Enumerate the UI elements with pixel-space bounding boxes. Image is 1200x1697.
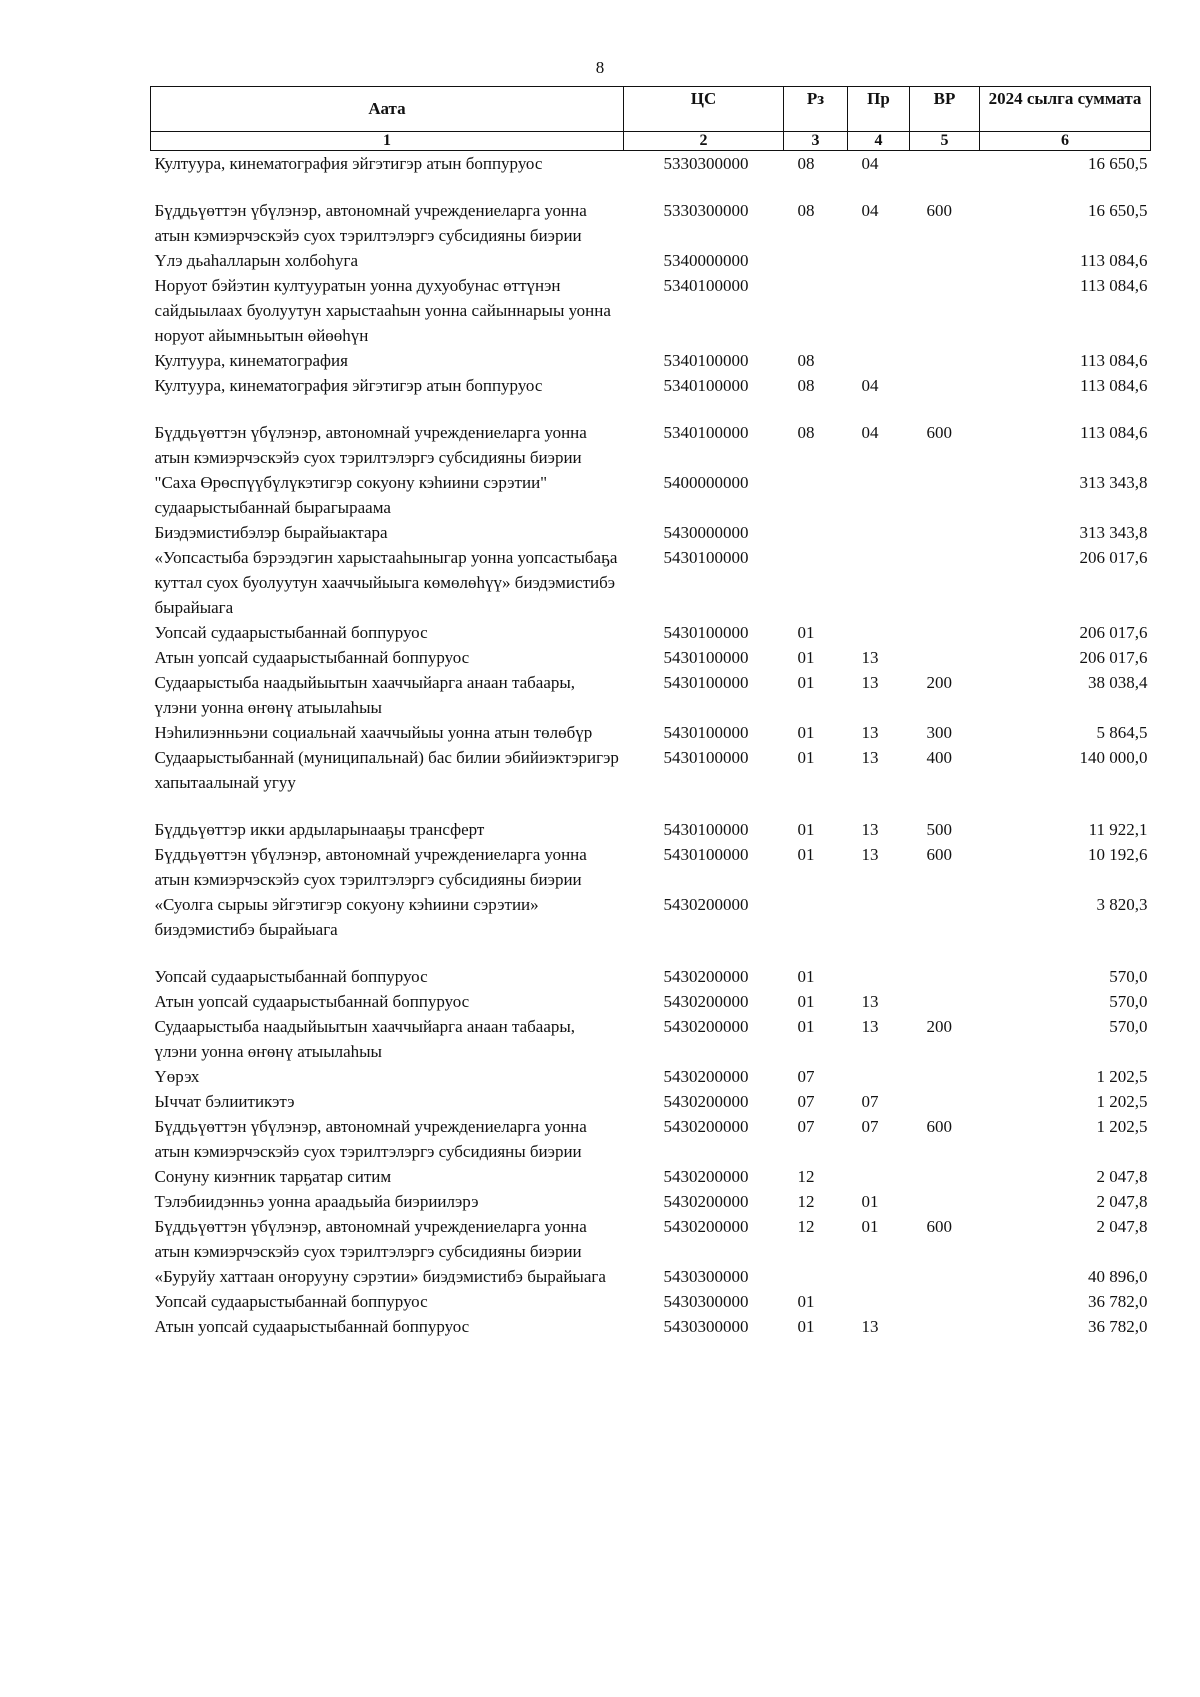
table-row — [151, 1064, 1151, 1089]
cell-sum: 1 202,5 — [1096, 1117, 1148, 1136]
cell-pr: 01 — [861, 1217, 879, 1236]
cell-name: Бүддьүөттэн үбүлэнэр, автономнай учреждениеларга уонна атын кэмиэрчэскэйэ суох тэрилтэлэргэ субсидияны биэрии — [154, 1117, 587, 1161]
cell-sum: 11 922,1 — [1088, 820, 1148, 839]
cell-pr: 13 — [861, 1317, 879, 1336]
cell-name: Култуура, кинематография эйгэтигэр атын боппуруос — [154, 154, 543, 173]
cell-vr — [910, 151, 980, 177]
cell-name: Үлэ дьаһалларын холбоһуга — [154, 251, 359, 270]
cell-cs: 5430100000 — [663, 648, 749, 667]
cell-name: Бүддьүөттэн үбүлэнэр, автономнай учреждениеларга уонна атын кэмиэрчэскэйэ суох тэрилтэлэргэ субсидияны биэрии — [154, 423, 587, 467]
cell-vr — [910, 620, 980, 645]
cell-rz: 08 — [797, 376, 815, 395]
cell-name: Култуура, кинематография — [154, 351, 348, 370]
table-row — [151, 964, 1151, 989]
cell-sum: 2 047,8 — [1096, 1192, 1148, 1211]
cell-sum: 40 896,0 — [1088, 1267, 1148, 1286]
cell-pr — [848, 1289, 910, 1314]
header-cs: ЦС — [624, 87, 784, 132]
cell-sum: 5 864,5 — [1096, 723, 1148, 742]
cell-vr — [910, 348, 980, 373]
cell-rz — [784, 892, 848, 942]
cell-cs: 5430200000 — [663, 1017, 749, 1036]
cell-cs: 5430100000 — [663, 623, 749, 642]
cell-name: Нэһилиэнньэни социальнай хааччыйыы уонна атын төлөбүр — [154, 723, 593, 742]
cell-rz: 08 — [797, 423, 815, 442]
cell-vr — [910, 1164, 980, 1189]
cell-vr: 600 — [926, 423, 952, 442]
cell-sum: 113 084,6 — [1080, 276, 1148, 295]
cell-pr — [848, 964, 910, 989]
cell-vr — [910, 964, 980, 989]
table-row — [151, 1314, 1151, 1339]
cell-cs: 5340100000 — [663, 276, 749, 295]
cell-name: Ыччат бэлиитикэтэ — [154, 1092, 295, 1111]
cell-sum: 570,0 — [1109, 992, 1148, 1011]
table-body — [151, 151, 1151, 1340]
cell-vr — [910, 520, 980, 545]
cell-pr: 13 — [861, 845, 879, 864]
cell-vr — [910, 470, 980, 520]
spacer-row — [151, 795, 1151, 817]
cell-sum: 206 017,6 — [1079, 648, 1148, 667]
cell-vr: 600 — [926, 201, 952, 220]
cell-vr: 600 — [926, 1217, 952, 1236]
cell-cs: 5430100000 — [663, 673, 749, 692]
cell-name: Бүддьүөттэн үбүлэнэр, автономнай учреждениеларга уонна атын кэмиэрчэскэйэ суох тэрилтэлэргэ субсидияны биэрии — [154, 201, 587, 245]
table-row — [151, 348, 1151, 373]
budget-table — [150, 86, 1151, 1339]
cell-pr: 13 — [861, 1017, 879, 1036]
cell-sum: 10 192,6 — [1088, 845, 1148, 864]
cell-pr — [848, 273, 910, 348]
cell-cs: 5430300000 — [663, 1292, 749, 1311]
cell-sum: 1 202,5 — [1096, 1067, 1148, 1086]
cell-rz: 08 — [797, 154, 815, 173]
cell-rz: 01 — [797, 992, 815, 1011]
cell-pr — [848, 248, 910, 273]
header-name: Аата — [151, 87, 624, 132]
cell-rz: 01 — [797, 723, 815, 742]
table-row — [151, 645, 1151, 670]
table-row — [151, 151, 1151, 177]
cell-rz: 08 — [797, 351, 815, 370]
cell-pr: 13 — [861, 673, 879, 692]
cell-vr: 600 — [926, 1117, 952, 1136]
cell-sum: 206 017,6 — [1079, 623, 1148, 642]
header-number: 3 — [784, 132, 848, 151]
cell-vr — [910, 1314, 980, 1339]
cell-name: Атын уопсай судаарыстыбаннай боппуруос — [154, 648, 470, 667]
cell-rz: 07 — [797, 1067, 815, 1086]
cell-rz: 01 — [797, 967, 815, 986]
cell-rz: 01 — [797, 1017, 815, 1036]
table-row — [151, 1014, 1151, 1064]
header-number-row — [151, 132, 1151, 151]
cell-vr — [910, 989, 980, 1014]
cell-name: Үөрэх — [154, 1067, 200, 1086]
cell-vr: 600 — [926, 845, 952, 864]
cell-sum: 16 650,5 — [1088, 154, 1148, 173]
header-number: 4 — [848, 132, 910, 151]
cell-vr — [910, 273, 980, 348]
table-row — [151, 545, 1151, 620]
cell-vr — [910, 1189, 980, 1214]
table-row — [151, 720, 1151, 745]
cell-cs: 5340100000 — [663, 351, 749, 370]
cell-cs: 5430100000 — [663, 845, 749, 864]
header-number: 1 — [151, 132, 624, 151]
cell-cs: 5430100000 — [663, 548, 749, 567]
cell-sum: 113 084,6 — [1080, 251, 1148, 270]
cell-name: Судаарыстыбаннай (муниципальнай) бас билии эбийиэктэригэр хапытаалынай угуу — [154, 748, 619, 792]
cell-vr: 400 — [926, 748, 952, 767]
cell-pr: 04 — [861, 201, 879, 220]
cell-rz — [784, 273, 848, 348]
cell-pr: 13 — [861, 820, 879, 839]
cell-name: Уопсай судаарыстыбаннай боппуруос — [154, 1292, 428, 1311]
table-row — [151, 273, 1151, 348]
table-row — [151, 989, 1151, 1014]
cell-pr — [848, 1264, 910, 1289]
cell-vr — [910, 1264, 980, 1289]
cell-rz: 01 — [797, 623, 815, 642]
cell-rz: 01 — [797, 748, 815, 767]
header-vr: ВР — [910, 87, 980, 132]
cell-pr: 07 — [861, 1117, 879, 1136]
table-row — [151, 470, 1151, 520]
cell-rz — [784, 470, 848, 520]
header-number: 5 — [910, 132, 980, 151]
cell-vr — [910, 248, 980, 273]
table-row — [151, 248, 1151, 273]
cell-rz: 01 — [797, 1317, 815, 1336]
cell-rz: 12 — [797, 1217, 815, 1236]
header-rz: Рз — [784, 87, 848, 132]
cell-pr: 01 — [861, 1192, 879, 1211]
cell-vr — [910, 373, 980, 398]
cell-cs: 5430300000 — [663, 1317, 749, 1336]
cell-pr — [848, 520, 910, 545]
header-pr: Пр — [848, 87, 910, 132]
cell-vr — [910, 645, 980, 670]
cell-cs: 5430200000 — [663, 1092, 749, 1111]
cell-pr: 13 — [861, 648, 879, 667]
cell-rz: 01 — [797, 673, 815, 692]
cell-rz: 01 — [797, 820, 815, 839]
table-row — [151, 1214, 1151, 1264]
cell-cs: 5400000000 — [663, 473, 749, 492]
cell-name: Норуот бэйэтин култууратын уонна духуобунас өттүнэн сайдыылаах буолуутун харыстааһын уонна сайыннарыы уонна норуот айымньытын өйөөһүн — [154, 276, 611, 345]
header-number: 2 — [624, 132, 784, 151]
cell-cs: 5430100000 — [663, 820, 749, 839]
cell-vr — [910, 892, 980, 942]
cell-cs: 5340100000 — [663, 376, 749, 395]
cell-pr: 07 — [861, 1092, 879, 1111]
cell-sum: 36 782,0 — [1088, 1317, 1148, 1336]
cell-cs: 5430100000 — [663, 723, 749, 742]
header-number: 6 — [980, 132, 1151, 151]
cell-cs: 5430300000 — [663, 1267, 749, 1286]
cell-sum: 16 650,5 — [1088, 201, 1148, 220]
cell-vr — [910, 545, 980, 620]
cell-pr — [848, 470, 910, 520]
cell-pr: 04 — [861, 423, 879, 442]
cell-sum: 313 343,8 — [1079, 523, 1148, 542]
cell-vr: 500 — [926, 820, 952, 839]
table-row — [151, 892, 1151, 942]
cell-sum: 38 038,4 — [1088, 673, 1148, 692]
cell-name: Бүддьүөттэр икки ардыларынааҕы трансферт — [154, 820, 485, 839]
cell-pr: 04 — [861, 154, 879, 173]
table-row — [151, 1089, 1151, 1114]
cell-rz — [784, 520, 848, 545]
cell-cs: 5430000000 — [663, 523, 749, 542]
cell-pr — [848, 545, 910, 620]
cell-cs: 5430200000 — [663, 992, 749, 1011]
cell-sum: 36 782,0 — [1088, 1292, 1148, 1311]
cell-pr — [848, 892, 910, 942]
cell-rz — [784, 1264, 848, 1289]
cell-sum: 570,0 — [1109, 967, 1148, 986]
cell-sum: 113 084,6 — [1080, 423, 1148, 442]
cell-rz: 07 — [797, 1092, 815, 1111]
cell-name: Судаарыстыба наадыйыытын хааччыйарга анаан табаары, үлэни уонна өҥөнү атыылаһыы — [154, 673, 576, 717]
table-row — [151, 373, 1151, 398]
table-row — [151, 670, 1151, 720]
table-row — [151, 420, 1151, 470]
cell-rz: 01 — [797, 648, 815, 667]
cell-sum: 3 820,3 — [1096, 895, 1148, 914]
cell-sum: 313 343,8 — [1079, 473, 1148, 492]
table-row — [151, 1114, 1151, 1164]
cell-vr: 300 — [926, 723, 952, 742]
cell-pr — [848, 1064, 910, 1089]
cell-cs: 5430200000 — [663, 967, 749, 986]
cell-name: "Саха Өрөспүүбүлүкэтигэр сокуону кэһиини сэрэтии" судаарыстыбаннай бырагыраама — [154, 473, 548, 517]
cell-name: Атын уопсай судаарыстыбаннай боппуруос — [154, 1317, 470, 1336]
cell-rz: 08 — [797, 201, 815, 220]
cell-name: Уопсай судаарыстыбаннай боппуруос — [154, 623, 428, 642]
cell-rz: 01 — [797, 845, 815, 864]
cell-name: Бүддьүөттэн үбүлэнэр, автономнай учреждениеларга уонна атын кэмиэрчэскэйэ суох тэрилтэлэргэ субсидияны биэрии — [154, 1217, 587, 1261]
cell-cs: 5330300000 — [663, 154, 749, 173]
table-row — [151, 520, 1151, 545]
cell-rz: 01 — [797, 1292, 815, 1311]
cell-sum: 570,0 — [1109, 1017, 1148, 1036]
spacer-row — [151, 398, 1151, 420]
cell-pr — [848, 1164, 910, 1189]
table-row — [151, 817, 1151, 842]
cell-sum: 2 047,8 — [1096, 1167, 1148, 1186]
cell-name: Атын уопсай судаарыстыбаннай боппуруос — [154, 992, 470, 1011]
cell-cs: 5430200000 — [663, 1117, 749, 1136]
cell-cs: 5340100000 — [663, 423, 749, 442]
cell-sum: 140 000,0 — [1079, 748, 1148, 767]
cell-vr — [910, 1089, 980, 1114]
cell-pr: 13 — [861, 992, 879, 1011]
table-row — [151, 842, 1151, 892]
cell-cs: 5430200000 — [663, 1192, 749, 1211]
table-row — [151, 1164, 1151, 1189]
table-row — [151, 745, 1151, 795]
cell-pr — [848, 348, 910, 373]
cell-sum: 1 202,5 — [1096, 1092, 1148, 1111]
header-row — [151, 87, 1151, 132]
cell-vr — [910, 1064, 980, 1089]
header-sum: 2024 сылга суммата — [980, 87, 1151, 132]
cell-cs: 5430200000 — [663, 1217, 749, 1236]
cell-vr: 200 — [926, 673, 952, 692]
cell-pr: 13 — [861, 748, 879, 767]
cell-name: «Суолга сырыы эйгэтигэр сокуону кэһиини сэрэтии» биэдэмистибэ бырайыага — [154, 895, 539, 939]
cell-cs: 5330300000 — [663, 201, 749, 220]
cell-sum: 2 047,8 — [1096, 1217, 1148, 1236]
cell-pr — [848, 620, 910, 645]
table-row — [151, 198, 1151, 248]
cell-name: Бүддьүөттэн үбүлэнэр, автономнай учреждениеларга уонна атын кэмиэрчэскэйэ суох тэрилтэлэргэ субсидияны биэрии — [154, 845, 587, 889]
cell-cs: 5430200000 — [663, 1067, 749, 1086]
cell-vr: 200 — [926, 1017, 952, 1036]
cell-pr: 04 — [861, 376, 879, 395]
cell-sum: 113 084,6 — [1080, 376, 1148, 395]
cell-name: «Буруйу хаттаан оҥорууну сэрэтии» биэдэмистибэ бырайыага — [154, 1267, 606, 1286]
cell-rz — [784, 545, 848, 620]
cell-sum: 113 084,6 — [1080, 351, 1148, 370]
cell-rz: 12 — [797, 1167, 815, 1186]
cell-name: «Уопсастыба бэрээдэгин харыстааһыныгар уонна уопсастыбаҕа куттал суох буолуутун хааччыйыыга көмөлөһүү» биэдэмистибэ бырайыага — [154, 548, 618, 617]
cell-vr — [910, 1289, 980, 1314]
table-row — [151, 620, 1151, 645]
cell-cs: 5340000000 — [663, 251, 749, 270]
cell-rz: 07 — [797, 1117, 815, 1136]
cell-rz: 12 — [797, 1192, 815, 1211]
spacer-row — [151, 176, 1151, 198]
cell-name: Судаарыстыба наадыйыытын хааччыйарга анаан табаары, үлэни уонна өҥөнү атыылаһыы — [154, 1017, 576, 1061]
table-row — [151, 1289, 1151, 1314]
cell-sum: 206 017,6 — [1079, 548, 1148, 567]
cell-name: Биэдэмистибэлэр бырайыактара — [154, 523, 388, 542]
cell-rz — [784, 248, 848, 273]
cell-name: Уопсай судаарыстыбаннай боппуруос — [154, 967, 428, 986]
cell-cs: 5430100000 — [663, 748, 749, 767]
cell-name: Тэлэбиидэнньэ уонна араадьыйа биэриилэрэ — [154, 1192, 479, 1211]
cell-name: Сонуну киэҥник тарҕатар ситим — [154, 1167, 392, 1186]
page-number: 8 — [595, 58, 605, 77]
spacer-row — [151, 942, 1151, 964]
cell-name: Култуура, кинематография эйгэтигэр атын боппуруос — [154, 376, 543, 395]
cell-cs: 5430200000 — [663, 895, 749, 914]
cell-pr: 13 — [861, 723, 879, 742]
cell-cs: 5430200000 — [663, 1167, 749, 1186]
table-row — [151, 1264, 1151, 1289]
table-row — [151, 1189, 1151, 1214]
